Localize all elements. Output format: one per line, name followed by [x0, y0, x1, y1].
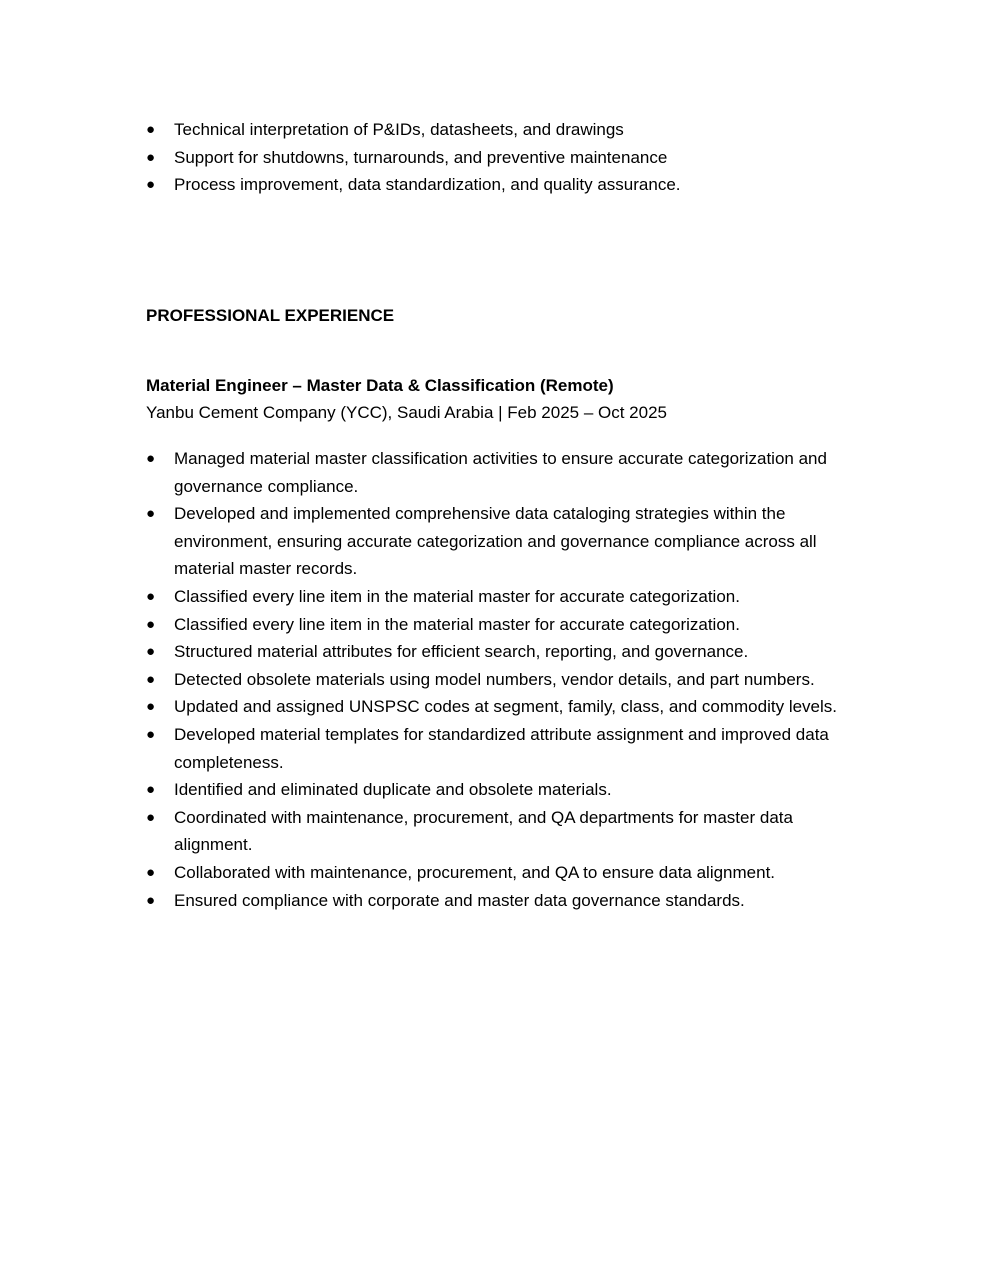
list-item: [146, 693, 846, 721]
list-item: [146, 171, 846, 199]
job-title: Material Engineer – Master Data & Classification (Remote): [146, 376, 614, 395]
bullet-icon: ●: [146, 725, 156, 743]
bullet-icon: ●: [146, 450, 156, 467]
section-heading: PROFESSIONAL EXPERIENCE: [146, 306, 395, 325]
list-item: [146, 859, 846, 887]
list-item: [146, 887, 846, 915]
bullet-icon: ●: [146, 587, 156, 605]
responsibility-text: Managed material master classification activities to ensure accurate categorization and governance compliance.: [174, 449, 827, 496]
bullet-icon: ●: [146, 148, 156, 166]
list-item: [146, 638, 846, 666]
job-company-dates: Yanbu Cement Company (YCC), Saudi Arabia | Feb 2025 – Oct 2025: [146, 403, 667, 422]
bullet-icon: ●: [146, 670, 156, 688]
responsibility-text: Developed material templates for standardized attribute assignment and improved data completeness.: [174, 724, 829, 772]
bullet-icon: ●: [146, 176, 156, 194]
responsibility-text: Identified and eliminated duplicate and obsolete materials.: [174, 780, 612, 800]
list-item: [146, 804, 846, 859]
job-responsibilities-list: [146, 445, 846, 914]
bullet-icon: ●: [146, 643, 156, 661]
bullet-icon: ●: [146, 891, 156, 909]
bullet-icon: ●: [146, 615, 156, 633]
responsibility-text: Ensured compliance with corporate and master data governance standards.: [174, 890, 745, 910]
responsibility-text: Updated and assigned UNSPSC codes at segment, family, class, and commodity levels.: [174, 697, 837, 717]
responsibility-text: Collaborated with maintenance, procurement, and QA to ensure data alignment.: [174, 862, 776, 882]
list-item: [146, 144, 846, 172]
list-item: [146, 583, 846, 611]
skill-text: Support for shutdowns, turnarounds, and preventive maintenance: [174, 147, 668, 167]
list-item: [146, 445, 846, 500]
responsibility-text: Classified every line item in the material master for accurate categorization.: [174, 614, 740, 634]
list-item: [146, 721, 846, 776]
responsibility-text: Detected obsolete materials using model numbers, vendor details, and part numbers.: [174, 669, 815, 689]
bullet-icon: ●: [146, 121, 156, 138]
responsibility-text: Developed and implemented comprehensive data cataloging strategies within the environment, ensuring accurate categorization and governance compliance across all material master records.: [174, 504, 817, 579]
list-item: [146, 776, 846, 804]
bullet-icon: ●: [146, 698, 156, 716]
list-item: [146, 666, 846, 694]
bullet-icon: ●: [146, 781, 156, 799]
responsibility-text: Coordinated with maintenance, procurement, and QA departments for master data alignment.: [174, 807, 793, 855]
responsibility-text: Classified every line item in the material master for accurate categorization.: [174, 586, 740, 606]
list-item: [146, 116, 846, 144]
bullet-icon: ●: [146, 505, 156, 523]
responsibility-text: Structured material attributes for efficient search, reporting, and governance.: [174, 642, 749, 662]
skill-text: Process improvement, data standardization, and quality assurance.: [174, 175, 681, 195]
skill-text: Technical interpretation of P&IDs, datasheets, and drawings: [174, 120, 624, 139]
bullet-icon: ●: [146, 808, 156, 826]
list-item: [146, 500, 846, 583]
list-item: [146, 611, 846, 639]
skills-list: [146, 116, 846, 199]
bullet-icon: ●: [146, 863, 156, 881]
